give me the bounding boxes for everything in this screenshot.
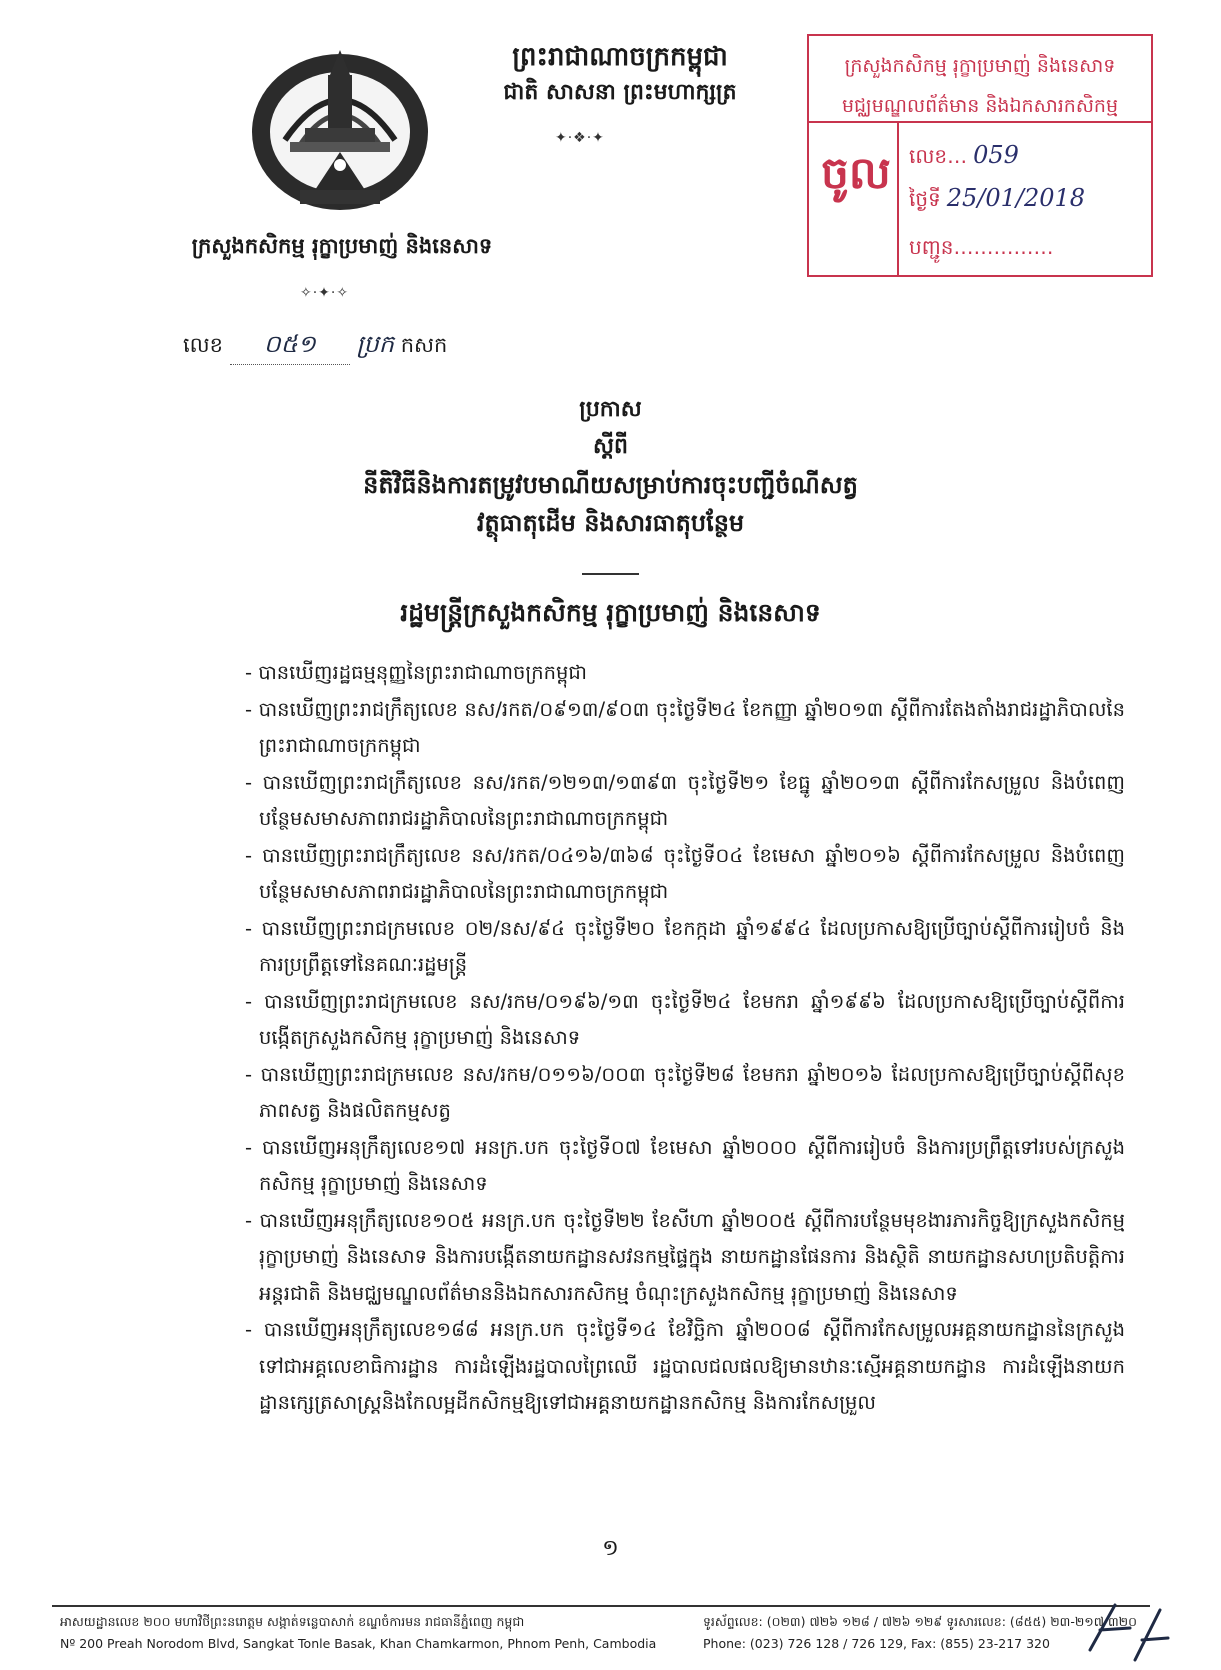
document-title-line1: នីតិវិធីនិងការតម្រូវបមាណីយសម្រាប់ការចុះបញ្ជីចំណីសត្វ bbox=[363, 470, 858, 499]
stamp-forward-label: បញ្ជូន bbox=[909, 235, 954, 259]
stamp-date-value: 25/01/2018 bbox=[946, 184, 1086, 212]
national-motto: ជាតិ សាសនា ព្រះមហាក្សត្រ bbox=[503, 79, 737, 105]
kingdom-title: ព្រះរាជាណាចក្រកម្ពុជា bbox=[512, 42, 728, 72]
ministry-ornament: ✧·✦·✧ bbox=[300, 285, 350, 301]
ref-label: លេខ bbox=[183, 333, 223, 357]
stamp-ministry: ក្រសួងកសិកម្ម រុក្ខាប្រមាញ់ និងនេសាទ bbox=[844, 55, 1116, 77]
stamp-center: មជ្ឈមណ្ឌលព័ត៌មាន និងឯកសារកសិកម្ម bbox=[841, 95, 1119, 117]
page-number: ១ bbox=[602, 1536, 619, 1561]
visa-item: - បានឃើញព្រះរាជក្រឹត្យលេខ នស/រកត/១២១៣/១៣៩៣ ចុះថ្ងៃទី២១ ខែធ្នូ ឆ្នាំ២០១៣ ស្ដីពីការកែសម្រួល និងបំពេញបន្ថែមសមាសភាពរាជរដ្ឋាភិបាលនៃព្រះរាជាណាចក្រកម្ពុជា bbox=[245, 770, 1125, 830]
ref-number: ០៥១ bbox=[230, 329, 350, 365]
ministry-name: ក្រសួងកសិកម្ម រុក្ខាប្រមាញ់ និងនេសាទ bbox=[191, 234, 493, 258]
visa-item: - បានឃើញព្រះរាជក្រឹត្យលេខ នស/រកត/០៤១៦/៣៦៨ ចុះថ្ងៃទី០៤ ខែមេសា ឆ្នាំ២០១៦ ស្ដីពីការកែសម្រួល និងបំពេញបន្ថែមសមាសភាពរាជរដ្ឋាភិបាលនៃព្រះរាជាណាចក្រកម្ពុជា bbox=[245, 843, 1125, 903]
visa-item: - បានឃើញព្រះរាជក្រមលេខ នស/រកម/០១៩៦/១៣ ចុះថ្ងៃទី២៤ ខែមករា ឆ្នាំ១៩៩៦ ដែលប្រកាសឱ្យប្រើច្បាប់ស្ដីពីការបង្កើតក្រសួងកសិកម្ម រុក្ខាប្រមាញ់ និងនេសាទ bbox=[245, 989, 1125, 1049]
footer-phone-km: ទូរស័ព្ទលេខ: (០២៣) ៧២៦ ១២៨ / ៧២៦ ១២៩ ទូរសារលេខ: (៨៥៥) ២៣-២១៧ ៣២០ bbox=[703, 1614, 1137, 1629]
ref-office: ប្រក bbox=[356, 330, 394, 358]
document-title-line2: វត្ថុធាតុដើម និងសារធាតុបន្ថែម bbox=[476, 508, 745, 537]
footer-divider bbox=[52, 1605, 1150, 1607]
visa-item: - បានឃើញអនុក្រឹត្យលេខ១០៥ អនក្រ.បក ចុះថ្ងៃទី២២ ខែសីហា ឆ្នាំ២០០៥ ស្ដីពីការបន្ថែមមុខងារភារកិច្ចឱ្យក្រសួងកសិកម្ម រុក្ខាប្រមាញ់ និងនេសាទ និងការបង្កើតនាយកដ្ឋានសវនកម្មផ្ទៃក្នុង នាយកដ្ឋានផែនការ និងស្ថិតិ នាយកដ្ឋានសហប្រតិបត្តិការអន្តរជាតិ និងមជ្ឈមណ្ឌលព័ត៌មាននិងឯកសារកសិកម្ម ចំណុះក្រសួងកសិកម្ម រុក្ខាប្រមាញ់ និងនេសាទ bbox=[245, 1208, 1125, 1305]
stamp-number-field: លេខ… 059 bbox=[909, 141, 1019, 169]
issuing-authority: រដ្ឋមន្ត្រីក្រសួងកសិកម្ម រុក្ខាប្រមាញ់ និងនេសាទ bbox=[400, 598, 821, 627]
header-ornament: ✦·❖·✦ bbox=[555, 130, 605, 146]
stamp-number-label: លេខ bbox=[909, 144, 948, 168]
document-about: ស្ដីពី bbox=[593, 433, 628, 459]
title-divider bbox=[582, 573, 639, 575]
stamp-date-label: ថ្ងៃទី bbox=[909, 187, 941, 211]
footer-phone-en: Phone: (023) 726 128 / 726 129, Fax: (855) 23-217 320 bbox=[703, 1636, 1050, 1651]
visa-list bbox=[245, 655, 1125, 1422]
stamp-forward-field: បញ្ជូន…………… bbox=[909, 235, 1054, 259]
visa-item: - បានឃើញព្រះរាជក្រមលេខ ០២/នស/៩៤ ចុះថ្ងៃទី២០ ខែកក្កដា ឆ្នាំ១៩៩៤ ដែលប្រកាសឱ្យប្រើច្បាប់ស្ដីពីការរៀបចំ និងការប្រព្រឹត្តទៅនៃគណៈរដ្ឋមន្ត្រី bbox=[245, 916, 1125, 976]
initials-signature-icon bbox=[1080, 1600, 1170, 1665]
stamp-number-value: 059 bbox=[973, 141, 1019, 169]
stamp-date-field bbox=[909, 184, 1085, 216]
visa-item: - បានឃើញព្រះរាជក្រមលេខ នស/រកម/០១១៦/០០៣ ចុះថ្ងៃទី២៨ ខែមករា ឆ្នាំ២០១៦ ដែលប្រកាសឱ្យប្រើច្បាប់ស្ដីពីសុខភាពសត្វ និងផលិតកម្មសត្វ bbox=[245, 1062, 1125, 1122]
reference-number bbox=[183, 329, 447, 365]
received-stamp bbox=[807, 34, 1153, 277]
visa-item: - បានឃើញរដ្ឋធម្មនុញ្ញនៃព្រះរាជាណាចក្រកម្ពុជា bbox=[245, 661, 587, 684]
visa-item: - បានឃើញអនុក្រឹត្យលេខ១៨៨ អនក្រ.បក ចុះថ្ងៃទី១៤ ខែវិច្ឆិកា ឆ្នាំ២០០៨ ស្ដីពីការកែសម្រួលអគ្គនាយកដ្ឋាននៃក្រសួងទៅជាអគ្គលេខាធិការដ្ឋាន ការដំឡើងរដ្ឋបាលព្រៃឈើ រដ្ឋបាលជលផលឱ្យមានឋានៈស្មើអគ្គនាយកដ្ឋាន ការដំឡើងនាយកដ្ឋានក្សេត្រសាស្ត្រនិងកែលម្អដីកសិកម្មឱ្យទៅជាអគ្គនាយកដ្ឋានកសិកម្ម និងការកែសម្រួល bbox=[245, 1318, 1125, 1414]
footer-address-en: Nº 200 Preah Norodom Blvd, Sangkat Tonle Basak, Khan Chamkarmon, Phnom Penh, Cambodia bbox=[60, 1636, 657, 1651]
visa-item: - បានឃើញអនុក្រឹត្យលេខ១៧ អនក្រ.បក ចុះថ្ងៃទី០៧ ខែមេសា ឆ្នាំ២០០០ ស្ដីពីការរៀបចំ និងការប្រព្រឹត្តទៅរបស់ក្រសួងកសិកម្ម រុក្ខាប្រមាញ់ និងនេសាទ bbox=[245, 1135, 1125, 1195]
stamp-received-label: ចូល bbox=[821, 148, 891, 199]
ref-suffix: កសក bbox=[400, 333, 448, 357]
visa-item: - បានឃើញព្រះរាជក្រឹត្យលេខ នស/រកត/០៩១៣/៩០៣ ចុះថ្ងៃទី២៤ ខែកញ្ញា ឆ្នាំ២០១៣ ស្ដីពីការតែងតាំងរាជរដ្ឋាភិបាលនៃព្រះរាជាណាចក្រកម្ពុជា bbox=[245, 697, 1125, 757]
royal-emblem-icon bbox=[245, 40, 435, 215]
footer-address-km: អាសយដ្ឋានលេខ ២០០ មហាវិថីព្រះនរោត្តម សង្កាត់ទន្លេបាសាក់ ខណ្ឌចំការមន រាជធានីភ្នំពេញ កម្ពុជា bbox=[60, 1614, 525, 1629]
document-type: ប្រកាស bbox=[579, 396, 642, 422]
